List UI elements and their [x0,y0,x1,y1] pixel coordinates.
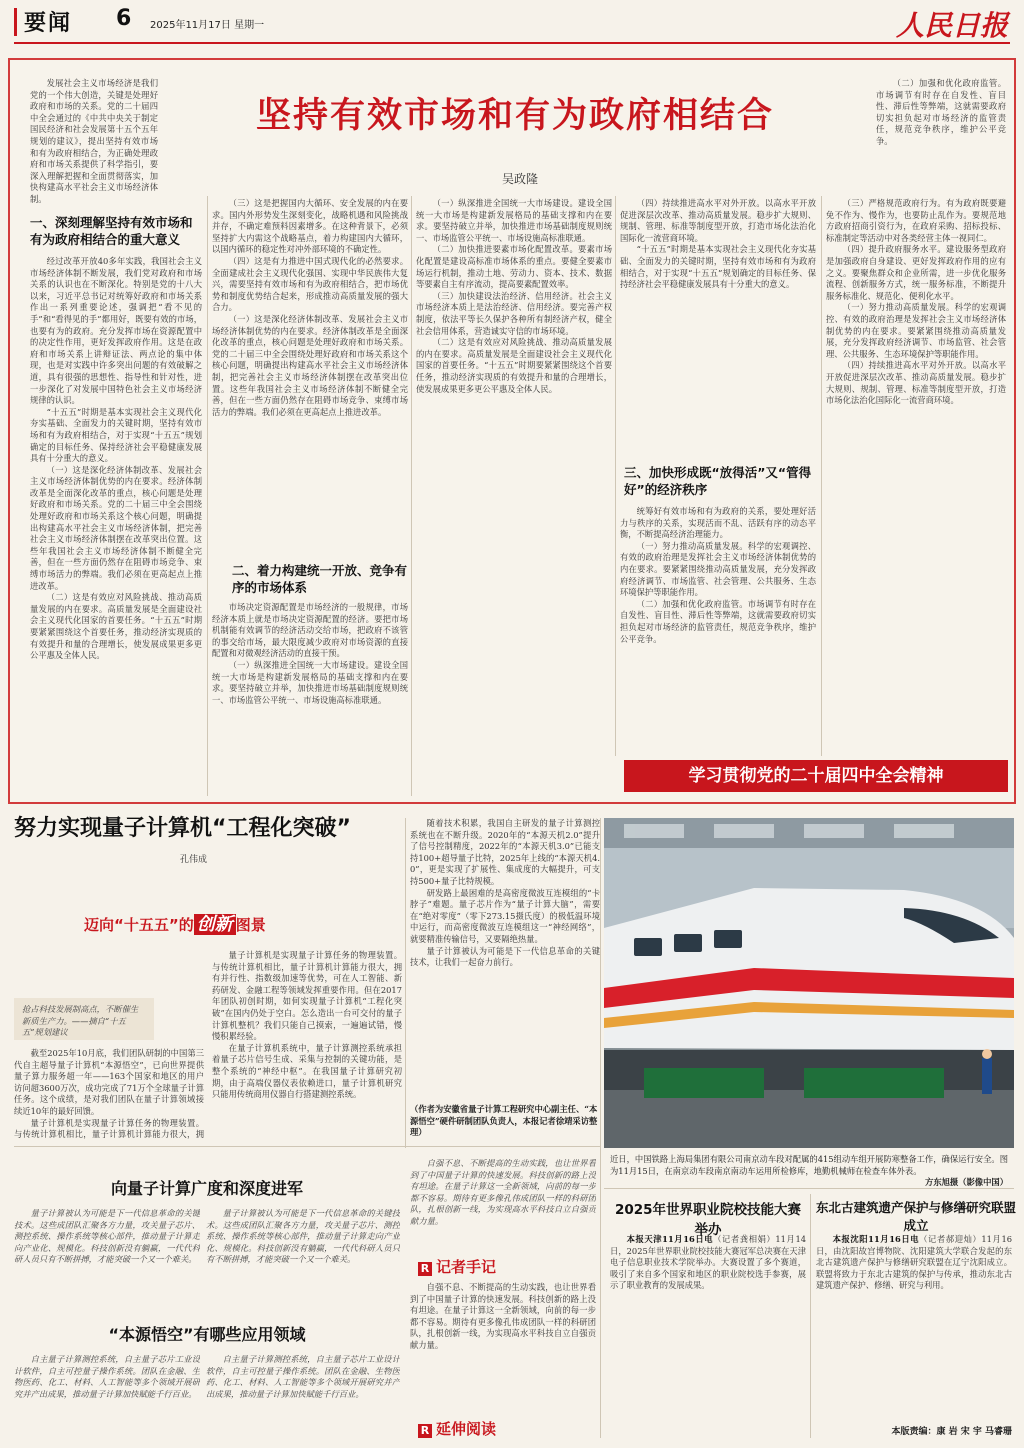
quantum-byline: （作者为安徽省量子计算工程研究中心副主任、“本源悟空”硬件研制团队负责人，本报记者徐靖采访整理） [410,1104,598,1138]
notes-label-text: 记者手记 [436,1258,497,1276]
para: （一）纵深推进全国统一大市场建设。建设全国统一大市场是构建新发展格局的基础支撑和内在要求。要坚持破立并举，加快推进市场基础制度规则统一、市场监管公平统一、市场设施高标准联通。 [416,198,612,243]
para: （二）这是有效应对风险挑战、推动高质量发展的内在要求。高质量发展是全面建设社会主义现代化国家的首要任务。“十五五”时期要紧紧围绕这个首要任务，推动经济实现质的有效提升和量的合理增长，使发展成果更多更公平惠及全体人民。 [416,337,612,394]
section-heading-1: 一、深刻理解坚持有效市场和有为政府相结合的重大意义 [30,215,193,247]
column-divider [600,818,601,1438]
para: 截至2025年10月底，我们团队研制的中国第三代自主超导量子计算机“本源悟空”，已向世界提供量子算力服务超一年——163个国家和地区的用户访问超3600万次，成功完成了71万个全球量子计算任务。这个成绩，是对我们团队在量子计算领域接续近10年的最好回馈。 [14,1048,204,1116]
para: 市场决定资源配置是市场经济的一般规律，市场经济本质上就是市场决定资源配置的经济。要把市场机制能有效调节的经济活动交给市场，把政府不该管的事交给市场，最大限度减少政府对市场资源的直接配置和对微观经济活动的直接干预。 [212,602,408,659]
news1-text: （记者龚相娟）11月14日，2025年世界职业院校技能大赛冠军总决赛在天津电子信息职业技术学院举办。大赛设置了多个赛道，吸引了来自多个国家和地区的职业院校选手参赛，展示了职业教育的发展成果。 [610,1234,806,1291]
news2-dateline: 本报沈阳11月16日电 [832,1234,920,1244]
article-col4 [620,198,816,454]
para: （二）这是有效应对风险挑战、推动高质量发展的内在要求。高质量发展是全面建设社会主义现代化国家的首要任务。“十五五”时期要紧紧围绕这个首要任务，推动经济实现质的有效提升和量的合理增长，使发展成果更多更公平惠及全体人民。 [30,592,202,661]
para: 随着技术积累，我国自主研发的量子计算测控系统也在不断升级。2020年的“本源天机2.0”提升了信号控制精度，2022年的“本源天机3.0”已能支持100+超导量子比特，2025年上线的“本源天机4.0”，更是实现了扩展性、集成度的大幅提升，可支持500+量子比特规模。 [410,818,600,886]
para: “十五五”时期是基本实现社会主义现代化夯实基础、全面发力的关键时期，坚持有效市场和有为政府相结合，对于实现“十五五”规划确定的目标任务、保持经济社会平稳健康发展具有十分重大的意义。 [30,406,202,464]
article-col5b [826,198,1006,738]
para: 量子计算机是实现量子计算任务的物理装置。与传统计算机相比，量子计算机计算能力很大，拥 [14,1117,204,1140]
quantum-body-col1 [14,1048,204,1140]
article-col2b [212,602,408,798]
afterword-body: 自强不息、不断提高的生动实践，也让世界看到了中国量子计算的快速发展。科技创新的路上没有坦途。在量子计算这一全新领域，向前的每一步都不容易。期待有更多像孔伟成团队一样的科研团队，扎根创新一线，为实现高水平科技自立自强贡献力量。 [410,1158,596,1226]
para: 量子计算机是实现量子计算任务的物理装置。与传统计算机相比，量子计算机计算能力很大，拥有并行性、指数级加速等优势，可在人工智能、新药研发、金融工程等领域发挥重要作用。但在2017年团队初创时期，如何实现量子计算机“工程化突破”在国内仍处于空白。怎么造出一台可交付的量子计算机整机？我们只能自己摸索，一遍遍试错，慢慢积累经验。 [212,950,402,1042]
news1-title: 2025年世界职业院校技能大赛举办 [614,1202,802,1238]
para: （三）加快建设法治经济、信用经济。社会主义市场经济本质上是法治经济、信用经济。要完善产权制度，依法平等长久保护各种所有制经济产权，健全社会信用体系，营造诚实守信的市场环境。 [416,290,612,336]
para: （四）提升政府服务水平。建设服务型政府是加强政府自身建设、更好发挥政府作用的应有之义。要聚焦群众和企业所需，进一步优化服务流程、创新服务方式，统一服务标准，不断提升服务标准化、规范化、便利化水平。 [826,244,1006,301]
article-col4b [620,506,816,756]
para: （四）这是有力推进中国式现代化的必然要求。全面建成社会主义现代化强国、实现中华民族伟大复兴，需要坚持有效市场和有为政府相结合，把市场优势和制度优势结合起来，形成推动高质量发展的强大合力。 [212,255,408,313]
para: 在量子计算机系统中，量子计算测控系统承担着量子芯片信号生成、采集与控制的关键功能，是整个系统的“神经中枢”。在我国量子计算研究初期，由于高端仪器仪表依赖进口，量子计算机研究只能用传统商用仪器自行搭建测控系统。 [212,1042,402,1100]
extended-reading-label [418,1418,558,1438]
quote-text: 抢占科技发展制高点，不断催生新质生产力。——摘自“十五五”规划建议 [22,1004,139,1038]
header-accent-bar [14,8,17,36]
photo-caption-text: 近日，中国铁路上海局集团有限公司南京动车段对配属的415组动车组开展防寒整备工作，确保运行安全。图为11月15日，在南京动车段南京南动车运用所检修库，地勤机械师在检查车体外表。 [610,1154,1008,1176]
quantum-article-author: 孔伟成 [180,855,208,865]
column-divider [207,196,208,796]
series-badge-highlight: 创新 [194,914,236,935]
column-divider [810,1194,811,1438]
para: “十五五”时期是基本实现社会主义现代化夯实基础、全面发力的关键时期，坚持有效市场和有为政府相结合，对于实现“十五五”规划确定的目标任务、保持经济社会平稳健康发展具有十分重大的意义。 [620,244,816,290]
article-col3 [416,198,612,798]
news2-title: 东北古建筑遗产保护与修缮研究联盟成立 [816,1200,1017,1233]
news1-body [610,1234,806,1434]
reading-label-text: 延伸阅读 [436,1420,497,1438]
reporter-notes-body: 自强不息、不断提高的生动实践，也让世界看到了中国量子计算的快速发展。科技创新的路上没有坦途。在量子计算这一全新领域，向前的每一步都不容易。期待有更多像孔伟成团队一样的科研团队，扎根创新一线，为实现高水平科技自立自强贡献力量。 [410,1282,596,1350]
para: 统筹好有效市场和有为政府的关系，要处理好活力与秩序的关系，实现活而不乱、活跃有序的动态平衡，不断提高经济治理能力。 [620,506,816,540]
series-badge [84,910,304,940]
photo-credit: 方东旭摄（影像中国） [925,1177,1008,1188]
page-number: 6 [116,6,132,31]
article-col5 [876,78,1006,188]
para: （三）严格规范政府行为。有为政府既要避免不作为、慢作为，也要防止乱作为。要规范地方政府招商引资行为，在政府采购、招标投标、标准制定等活动中对各类经营主体一视同仁。 [826,198,1006,243]
article-lead: 发展社会主义市场经济是我们党的一个伟大创造，关键是处理好政府和市场的关系。党的二十届四中全会通过的《中共中央关于制定国民经济和社会发展第十五个五年规划的建议》，提出坚持有效市场和有为政府相结合，为正确处理政府和市场关系提供了科学指引，要深入理解把握和全面贯彻落实，加快构建高水平社会主义市场经济体制。 [30,78,158,204]
para: （二）加快推进要素市场化配置改革。要素市场化配置是建设高标准市场体系的重点。要健全要素市场运行机制，推动土地、劳动力、资本、技术、数据等要素自主有序流动，提高要素配置效率。 [416,244,612,290]
para: （一）努力推动高质量发展。科学的宏观调控、有效的政府治理是发挥社会主义市场经济体制优势的内在要求。要紧紧围绕推动高质量发展，充分发挥政府经济调节、市场监管、社会管理、公共服务、生态环境保护等职能作用。 [620,540,816,598]
section-rule [14,1146,600,1147]
subsection-title-2: “本源悟空”有哪些应用领域 [108,1325,306,1344]
subsection-body-2a: 自主量子计算测控系统，自主量子芯片工业设计软件，自主可控量子操作系统。团队在金融、生物医药、化工、材料、人工智能等多个领域开展研究并产出成果，推动量子计算加快赋能千行百业。 [14,1354,200,1399]
newspaper-logo: 人民日报 [895,9,1008,42]
news2-body [816,1234,1012,1414]
column-divider [411,196,412,796]
reporter-notes-label [418,1256,558,1276]
section-heading-2: 二、着力构建统一开放、竞争有序的市场体系 [232,563,408,595]
para: （四）持续推进高水平对外开放。以高水平开放促进深层次改革、推动高质量发展。稳步扩大规则、规制、管理、标准等制度型开放，打造市场化法治化国际化一流营商环境。 [826,360,1006,406]
issue-date: 2025年11月17日 星期一 [150,20,265,31]
photo-caption [610,1154,1008,1189]
article-col2 [212,198,408,558]
news1-dateline: 本报天津11月16日电 [626,1234,714,1244]
subsection-body-2b: 自主量子计算测控系统，自主量子芯片工业设计软件，自主可控量子操作系统。团队在金融、生物医药、化工、材料、人工智能等多个领域开展研究并产出成果，推动量子计算加快赋能千行百业。 [206,1354,400,1399]
section-name: 要闻 [24,11,73,36]
column-divider [615,196,616,756]
news2-text: （记者郝迎灿）11月16日，由沈阳故宫博物院、沈阳建筑大学联合发起的东北古建筑遗产保护与修缮研究联盟在辽宁沈阳成立。联盟将致力于东北古建筑的保护与传承，推动东北古建筑遗产保护、修缮、研究与利用。 [816,1234,1012,1291]
news-photo-train [604,818,1014,1148]
reading-icon: R [418,1424,432,1438]
quantum-article-title: 努力实现量子计算机“工程化突破” [14,816,351,841]
train-illustration [604,818,1014,1148]
section-rule [604,1188,1014,1189]
page-header [0,0,1024,46]
para: （二）加强和优化政府监管。市场调节有时存在自发性、盲目性、滞后性等弊端，这就需要政府切实担负起对市场经济的监管责任，规范竞争秩序，维护公平竞争。 [876,78,1006,146]
article-title: 坚持有效市场和有为政府相结合 [255,96,774,136]
column-divider [405,818,406,1148]
para: （一）这是深化经济体制改革、发展社会主义市场经济体制优势的内在要求。经济体制改革是全面深化改革的重点，核心问题是处理好政府和市场关系。党的二十届三中全会围绕处理好政府和市场关系这个核心问题，明确提出构建高水平社会主义市场经济体制，把完善社会主义市场经济体制摆在改革突出位置。这些年我国社会主义市场经济体制不断健全完善，但在一些方面仍然存在阻碍市场竞争、束缚市场活力的弊端。我们必须在更高起点上推进改革。 [212,313,408,417]
para: （二）加强和优化政府监管。市场调节有时存在自发性、盲目性、滞后性等弊端，这就需要政府切实担负起对市场经济的监管责任，规范竞争秩序，维护公平竞争。 [620,598,816,644]
column-divider [821,196,822,756]
series-badge-suffix: 图景 [235,916,266,934]
para: 经过改革开放40多年实践，我国社会主义市场经济体制不断发展，我们党对政府和市场关系的认识也在不断深化。特别是党的十八大以来，习近平总书记对统筹好政府和市场关系作出一系列重要论述，强调把“看不见的手”和“看得见的手”都用好，既要有效的市场，也要有为的政府。充分发挥市场在资源配置中的决定性作用，更好发挥政府作用。这是在政府和市场关系上讲辩证法、两点论的集中体现，也是对实践中许多突出问题的有效破解之道，具有很强的思想性、指导性和针对性，进一步深化了对发展中国特色社会主义市场经济规律的认识。 [30,256,202,406]
quote-box [14,998,154,1040]
para: （一）这是深化经济体制改革、发展社会主义市场经济体制优势的内在要求。经济体制改革是全面深化改革的重点，核心问题是处理好政府和市场关系。党的二十届三中全会围绕处理好政府和市场关系这个核心问题，明确提出构建高水平社会主义市场经济体制，把完善社会主义市场经济体制摆在改革突出位置。这些年我国社会主义市场经济体制不断健全完善，但在一些方面仍然存在阻碍市场竞争、束缚市场活力的弊端。我们必须在更高起点上推进改革。 [30,464,202,591]
para: 研发路上最困难的是高密度微波互连模组的“卡脖子”难题。量子芯片作为“量子计算大脑”，需要在“绝对零度”（零下273.15摄氏度）的极低温环境中运行，而高密度微波互连模组这一“神经网络”，就要精准传输信号，又要隔绝热量。 [410,887,600,944]
page-editors: 本版责编：康 岩 宋 宇 马睿珊 [891,1427,1012,1437]
para: 量子计算被认为可能是下一代信息革命的关键技术，让我们一起奋力前行。 [410,945,600,968]
subsection-body-1a: 量子计算被认为可能是下一代信息革命的关键技术。这些成团队汇聚各方力量，攻关量子芯片、测控系统、操作系统等核心部件，推动量子计算走向产业化、规模化。科技创新没有躺赢，一代代科研人员只有不断拼搏，才能突破一个又一个难关。 [14,1208,200,1265]
subsection-title-1: 向量子计算广度和深度进军 [110,1179,303,1198]
article-col1 [30,256,202,796]
para: （三）这是把握国内大循环、安全发展的内在要求。国内外形势发生深刻变化，战略机遇和风险挑战并存，不确定难预料因素增多。在这种背景下，必须坚持扩大内需这个战略基点，着力构建国内大循环，以国内循环的稳定性对冲外部环境的不确定性。 [212,198,408,255]
article-author: 吴政隆 [501,172,538,186]
header-rule [14,42,1010,44]
series-badge-prefix: 迈向“十五五”的 [84,916,194,934]
para: （一）纵深推进全国统一大市场建设。建设全国统一大市场是构建新发展格局的基础支撑和内在要求。要坚持破立并举，加快推进市场基础制度规则统一、市场监管公平统一、市场设施高标准联通。 [212,659,408,705]
section-heading-3: 三、加快形成既“放得活”又“管得好”的经济秩序 [624,465,812,497]
para: （一）努力推动高质量发展。科学的宏观调控、有效的政府治理是发挥社会主义市场经济体制优势的内在要求。要紧紧围绕推动高质量发展，充分发挥政府经济调节、市场监管、社会管理、公共服务、生态环境保护等职能作用。 [826,302,1006,359]
quantum-body-col3 [410,818,600,1118]
subsection-body-1b: 量子计算被认为可能是下一代信息革命的关键技术。这些成团队汇聚各方力量，攻关量子芯片、测控系统、操作系统等核心部件，推动量子计算走向产业化、规模化。科技创新没有躺赢，一代代科研人员只有不断拼搏，才能突破一个又一个难关。 [206,1208,400,1265]
series-banner: 学习贯彻党的二十届四中全会精神 [624,760,1008,792]
quantum-body-col2 [212,950,402,1140]
para: （四）持续推进高水平对外开放。以高水平开放促进深层次改革、推动高质量发展。稳步扩大规则、规制、管理、标准等制度型开放，打造市场化法治化国际化一流营商环境。 [620,198,816,243]
notes-icon: R [418,1262,432,1276]
